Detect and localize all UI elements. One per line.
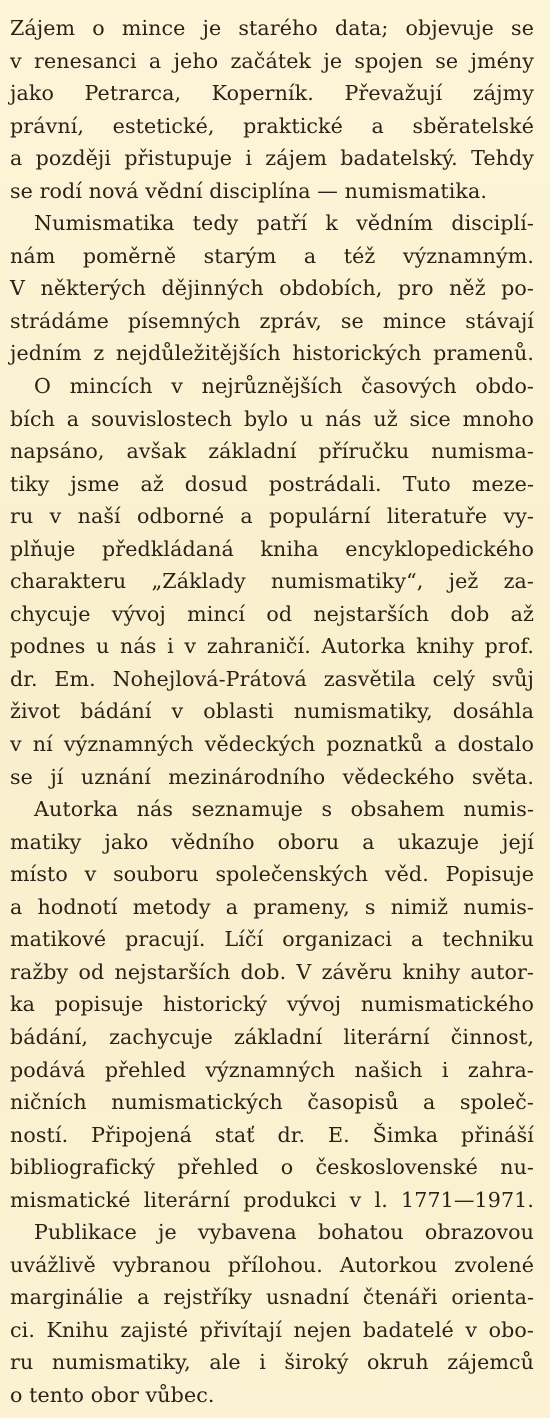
text-line: mismatické literární produkci v l. 1771—1971. <box>10 1187 534 1212</box>
text-line: jedním z nejdůležitějších historických pramenů. <box>10 341 534 366</box>
text-line: o tento obor vůbec. <box>10 1382 215 1407</box>
text-line: podává přehled významných našich i zahra- <box>10 1057 534 1082</box>
text-line: Zájem o mince je starého data; objevuje se <box>10 16 534 40</box>
text-line: jako Petrarca, Koperník. Převažují zájmy <box>10 81 534 106</box>
text-line: strádáme písemných zpráv, se mince stávají <box>10 308 534 333</box>
text-line: podnes u nás i v zahraničí. Autorka knihy prof. <box>10 634 534 659</box>
text-line: marginálie a rejstříky usnadní čtenáři orienta- <box>10 1285 534 1310</box>
text-line: V některých dějinných obdobích, pro něž po- <box>10 276 534 301</box>
paragraph-4 <box>10 793 534 1216</box>
paragraph-1 <box>10 12 534 207</box>
paragraph-2 <box>10 207 534 370</box>
text-line: dr. Em. Nohejlová-Prátová zasvětila celý svůj <box>10 666 534 691</box>
text-line: plňuje předkládaná kniha encyklopedického <box>10 536 534 561</box>
text-line: napsáno, avšak základní příručku numisma- <box>10 439 534 464</box>
text-line: nám poměrně starým a též významným. <box>10 243 534 268</box>
text-line: právní, estetické, praktické a sběratelské <box>10 113 534 138</box>
text-line: Autorka nás seznamuje s obsahem numis- <box>34 797 534 822</box>
text-line: a později přistupuje i zájem badatelský. Tehdy <box>10 146 534 171</box>
text-line: v ní významných vědeckých poznatků a dostalo <box>10 732 534 757</box>
text-line: Numismatika tedy patří k vědním disciplí- <box>34 211 534 236</box>
text-line: O mincích v nejrůznějších časových obdo- <box>34 374 534 399</box>
text-line: ností. Připojená stať dr. E. Šimka přináší <box>10 1122 534 1147</box>
text-line: v renesanci a jeho začátek je spojen se jmény <box>10 48 534 73</box>
text-line: se rodí nová vědní disciplína — numismatika. <box>10 178 487 203</box>
text-line: Publikace je vybavena bohatou obrazovou <box>34 1220 534 1245</box>
text-line: ci. Knihu zajisté přivítají nejen badatelé v obo- <box>10 1317 534 1342</box>
text-line: život bádání v oblasti numismatiky, dosáhla <box>10 699 534 724</box>
text-line: místo v souboru společenských věd. Popisuje <box>10 862 534 887</box>
text-line: bádání, zachycuje základní literární činnost, <box>10 1024 534 1049</box>
text-line: ražby od nejstarších dob. V závěru knihy autor- <box>10 959 534 984</box>
text-line: uvážlivě vybranou přílohou. Autorkou zvolené <box>10 1252 534 1277</box>
text-line: ka popisuje historický vývoj numismatického <box>10 992 534 1017</box>
text-line: bích a souvislostech bylo u nás už sice mnoho <box>10 406 534 431</box>
text-line: ru numismatiky, ale i široký okruh zájemců <box>10 1350 534 1375</box>
text-line: matikové pracují. Líčí organizaci a techniku <box>10 927 534 952</box>
text-line: chycuje vývoj mincí od nejstarších dob až <box>10 601 534 626</box>
text-line: tiky jsme až dosud postrádali. Tuto meze- <box>10 471 534 496</box>
text-line: a hodnotí metody a prameny, s nimiž numis- <box>10 894 534 919</box>
text-line: se jí uznání mezinárodního vědeckého světa. <box>10 764 534 789</box>
text-line: matiky jako vědního oboru a ukazuje její <box>10 829 534 854</box>
text-line: bibliografický přehled o československé nu- <box>10 1155 534 1180</box>
text-line: ru v naší odborné a populární literatuře vy- <box>10 504 534 529</box>
text-line: ničních numismatických časopisů a společ- <box>10 1090 534 1115</box>
paragraph-3 <box>10 370 534 793</box>
paragraph-5 <box>10 1216 534 1411</box>
text-line: charakteru „Základy numismatiky“, jež za- <box>10 569 534 594</box>
